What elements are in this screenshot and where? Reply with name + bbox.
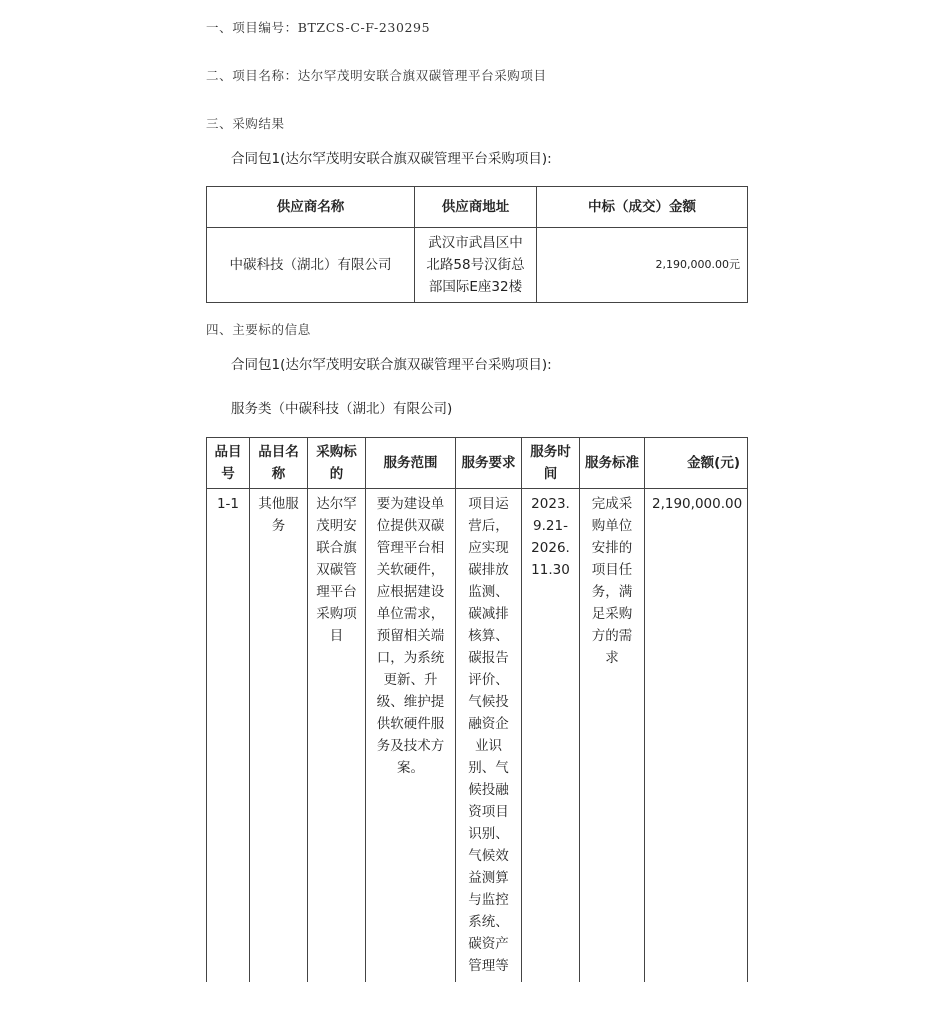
procurement-result-table xyxy=(206,186,748,303)
service-requirement-cell: 项目运营后，应实现碳排放监测、碳减排核算、碳报告评价、气候投融资企业识别、气候投融资项目识别、气候效益测算与监控系统、碳资产管理等 xyxy=(456,489,522,983)
header-procurement-subject: 采购标的 xyxy=(308,438,366,489)
table-row xyxy=(207,489,748,983)
header-supplier-name: 供应商名称 xyxy=(207,187,415,228)
header-amount: 金额(元) xyxy=(645,438,748,489)
item-number-cell: 1-1 xyxy=(207,489,250,983)
main-subject-table xyxy=(206,437,748,982)
procurement-subject-cell: 达尔罕茂明安联合旗双碳管理平台采购项目 xyxy=(308,489,366,983)
project-name-line: 二、项目名称：达尔罕茂明安联合旗双碳管理平台采购项目 xyxy=(206,68,547,83)
table-header-row xyxy=(207,438,748,489)
header-award-amount: 中标（成交）金额 xyxy=(537,187,748,228)
header-service-requirement: 服务要求 xyxy=(456,438,522,489)
supplier-name-cell: 中碳科技（湖北）有限公司 xyxy=(207,228,415,303)
supplier-address-cell: 武汉市武昌区中北路58号汉街总部国际E座32楼 xyxy=(415,228,537,303)
contract-package-label: 合同包1(达尔罕茂明安联合旗双碳管理平台采购项目): xyxy=(231,151,552,167)
service-scope-cell: 要为建设单位提供双碳管理平台相关软硬件，应根据建设单位需求，预留相关端口，为系统更新、升级、维护提供软硬件服务及技术方案。 xyxy=(366,489,456,983)
header-item-number: 品目号 xyxy=(207,438,250,489)
header-supplier-address: 供应商地址 xyxy=(415,187,537,228)
header-item-name: 品目名称 xyxy=(250,438,308,489)
service-category-label: 服务类（中碳科技（湖北）有限公司) xyxy=(231,401,453,417)
header-service-time: 服务时间 xyxy=(522,438,580,489)
project-number-line: 一、项目编号：BTZCS-C-F-230295 xyxy=(206,20,431,35)
service-standard-cell: 完成采购单位安排的项目任务，满足采购方的需求 xyxy=(580,489,645,983)
header-service-scope: 服务范围 xyxy=(366,438,456,489)
service-time-cell: 2023.9.21-2026.11.30 xyxy=(522,489,580,983)
header-service-standard: 服务标准 xyxy=(580,438,645,489)
procurement-result-heading: 三、采购结果 xyxy=(206,116,285,131)
main-subject-info-heading: 四、主要标的信息 xyxy=(206,322,311,337)
contract-package-label-2: 合同包1(达尔罕茂明安联合旗双碳管理平台采购项目): xyxy=(231,357,552,373)
amount-cell: 2,190,000.00 xyxy=(645,489,748,983)
table-header-row xyxy=(207,187,748,228)
award-amount-cell: 2,190,000.00元 xyxy=(537,228,748,303)
item-name-cell: 其他服务 xyxy=(250,489,308,983)
table-row xyxy=(207,228,748,303)
